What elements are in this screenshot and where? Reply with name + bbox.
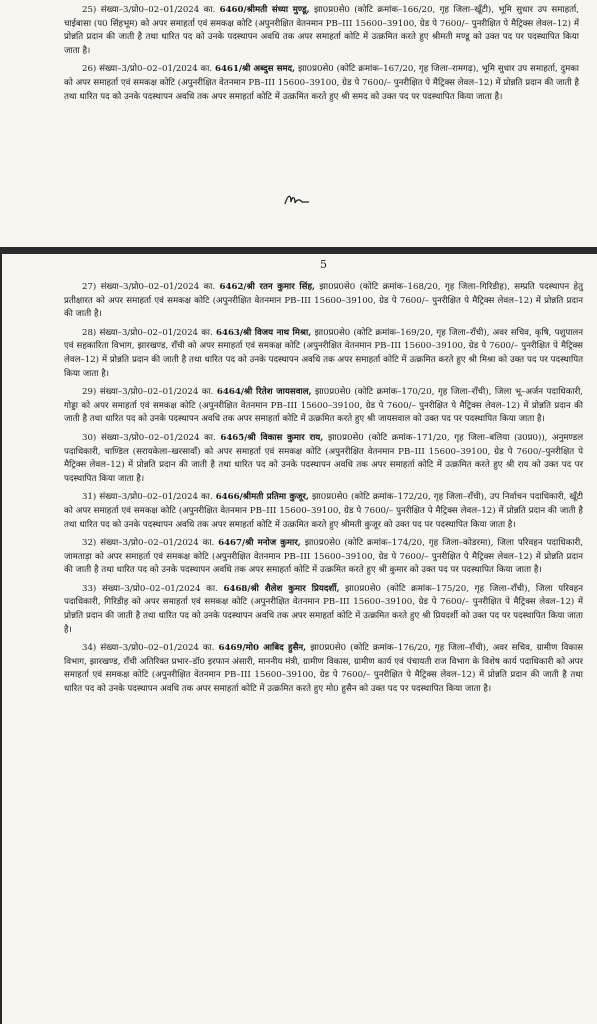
entry-reference: संख्या–3/प्रो0–02–01/2024 का. [99,387,214,398]
page-number: 5 [320,258,327,271]
entry-order-name: 6464/श्री रितेश जायसवाल, [216,387,312,398]
entry-body: झा0प्र0से0 (कोटि क्रमांक–174/20, गृह जिला–कोडरमा), जिला परिवहन पदाधिकारी, जामताड़ा को अपर समाहर्ता एवं समकक्ष कोटि (अपुनरीक्षित वेतनमान PB–III 15600–39100, ग्रेड पे 7600/– पुनरीक्षित पे मैट्रिक्स लेवल–12) में प्रोन्नति प्रदान की जाती है तथा धारित पद को उनके पदस्थापन अवधि तक अपर समाहर्ता कोटि में उत्क्रमित करते हुए श्री कुमार को उक्त पद पर पदस्थापित किया जाता है। [64,538,583,576]
entry-body: झा0प्र0से0 (कोटि क्रमांक–171/20, गृह जिला–बलिया (उ0प्र0)), अनुमण्डल पदाधिकारी, चाण्डिल (सरायकेला–खरसावाँ) को अपर समाहर्ता एवं समकक्ष कोटि (अपुनरीक्षित वेतनमान PB–III 15600–39100, ग्रेड पे 7600/–पुनरीक्षित पे मैट्रिक्स लेवल–12) में प्रोन्नति प्रदान की जाती है तथा धारित पद को उनके पदस्थापन अवधि तक अपर समाहर्ता कोटि में उत्क्रमित करते हुए श्री राय को उक्त पद पर पदस्थापित किया जाता है। [64,432,584,484]
order-entry [64,386,583,427]
document-page-bottom [2,254,597,1024]
entry-order-name: 6462/श्री रतन कुमार सिंह, [219,282,316,292]
entry-number: 34) [82,643,97,654]
order-entry [64,432,583,486]
entry-order-name: 6469/मो0 आबिद हुसैन, [218,643,307,654]
entry-body: झा0प्र0से0 (कोटि क्रमांक–167/20, गृह जिला–रामगढ़), भूमि सुधार उप समाहर्ता, दुमका को अपर समाहर्ता एवं समकक्ष कोटि (अपुनरीक्षित वेतनमान PB–III 15600–39100, ग्रेड पे 7600/– पुनरीक्षित पे मैट्रिक्स लेवल–12) में प्रोन्नति प्रदान की जाती है तथा धारित पद को उनके पदस्थापन अवधि तक अपर समाहर्ता कोटि में उत्क्रमित करते हुए श्री समद को उक्त पद पर पदस्थापित किया जाता है। [64,64,580,102]
entry-number: 25) [82,5,97,15]
signature-mark [282,190,312,210]
entry-order-name: 6461/श्री अब्दुस समद, [215,64,296,75]
entry-order-name: 6468/श्री शैलेश कुमार प्रियदर्शी, [223,583,340,594]
entry-number: 31) [82,492,97,503]
entry-list-top [64,4,579,104]
entry-number: 27) [82,282,97,292]
entry-body: झा0प्र0से0 (कोटि क्रमांक–168/20, गृह जिला–गिरिडीह), सम्प्रति पदस्थापन हेतु प्रतीक्षारत को अपर समाहर्ता एवं समकक्ष कोटि (अपुनरीक्षित वेतनमान PB–III 15600–39100, ग्रेड पे 7600/– पुनरीक्षित पे मैट्रिक्स लेवल–12) में प्रोन्नति प्रदान की जाती है। [64,282,584,320]
order-entry [64,63,579,104]
order-entry [64,642,583,696]
entry-number: 33) [82,583,97,594]
document-page-top [0,0,597,247]
entry-reference: संख्या–3/प्रो0–02–01/2024 का. [102,583,218,594]
entry-order-name: 6460/श्रीमती संध्या मुण्डू, [219,5,310,15]
order-entry [64,327,583,381]
entry-reference: संख्या–3/प्रो0–02–01/2024 का. [99,64,213,75]
entry-body: झा0प्र0से0 (कोटि क्रमांक–170/20, गृह जिला–राँची), जिला भू–अर्जन पदाधिकारी, गोड्डा को अपर समाहर्ता एवं समकक्ष कोटि (अपुनरीक्षित वेतनमान PB–III 15600–39100, ग्रेड पे 7600/– पुनरीक्षित पे मैट्रिक्स लेवल–12) में प्रोन्नति प्रदान की जाती है तथा धारित पद को उनके पदस्थापन अवधि तक अपर समाहर्ता कोटि में उत्क्रमित करते हुए श्री जायसवाल को उक्त पद पर पदस्थापित किया जाता है। [64,387,584,425]
order-entry [64,281,583,322]
entry-reference: संख्या–3/प्रो0–02–01/2024 का. [100,432,216,443]
entry-reference: संख्या–3/प्रो0–02–01/2024 का. [99,492,213,503]
entry-reference: संख्या–3/प्रो0–02–01/2024 का. [100,282,216,292]
entry-body: झा0प्र0से0 (कोटि क्रमांक–176/20, गृह जिला–राँची), अवर सचिव, ग्रामीण विकास विभाग, झारखण्ड, राँची अतिरिक्त प्रभार–डॉ0 इरफान अंसारी, माननीय मंत्री, ग्रामीण विकास, ग्रामीण कार्य एवं पंचायती राज विभाग के विशेष कार्य पदाधिकारी को अपर समाहर्ता एवं समकक्ष कोटि (अपुनरीक्षित वेतनमान PB–III 15600–39100, ग्रेड पे 7600/– पुनरीक्षित पे मैट्रिक्स लेवल–12) में प्रोन्नति प्रदान की जाती है तथा धारित पद को उनके पदस्थापन अवधि तक अपर समाहर्ता कोटि में उत्क्रमित करते हुए मो0 हुसैन को उक्त पद पर पदस्थापित किया जाता है। [64,643,584,695]
entry-number: 29) [82,387,97,398]
entry-order-name: 6463/श्री विजय नाथ मिश्रा, [215,327,312,338]
order-entry [64,491,583,532]
entry-body: झा0प्र0से0 (कोटि क्रमांक–169/20, गृह जिला–राँची), अवर सचिव, कृषि, पशुपालन एवं सहकारिता विभाग, झारखण्ड, राँची को अपर समाहर्ता एवं समकक्ष कोटि (अपुनरीक्षित वेतनमान PB–III 15600–39100, ग्रेड पे 7600/– पुनरीक्षित पे मैट्रिक्स लेवल–12) में प्रोन्नति प्रदान की जाती है तथा धारित पद को उनके पदस्थापन अवधि तक अपर समाहर्ता कोटि में उत्क्रमित करते हुए श्री मिश्रा को उक्त पद पर पदस्थापित किया जाता है। [64,327,584,379]
entry-body: झा0प्र0से0 (कोटि क्रमांक–166/20, गृह जिला–खूँटी), भूमि सुधार उप समाहर्ता, चाईबासा (प0 सिंहभूम) को अपर समाहर्ता एवं समकक्ष कोटि (अपुनरीक्षित वेतनमान PB–III 15600–39100, ग्रेड पे 7600/– पुनरीक्षित पे मैट्रिक्स लेवल–12) में प्रोन्नति प्रदान की जाती है तथा धारित पद को उनके पदस्थापन अवधि तक अपर समाहर्ता कोटि में उत्क्रमित करते हुए श्रीमती मण्डू को उक्त पद पर पदस्थापित किया जाता है। [64,5,580,56]
entry-reference: संख्या–3/प्रो0–02–01/2024 का. [99,327,213,338]
entry-reference: संख्या–3/प्रो0–02–01/2024 का. [100,538,215,549]
entry-number: 30) [82,432,97,443]
entry-reference: संख्या–3/प्रो0–02–01/2024 का. [100,5,216,15]
entry-body: झा0प्र0से0 (कोटि क्रमांक–172/20, गृह जिला–राँची), उप निर्वाचन पदाधिकारी, खूँटी को अपर समाहर्ता एवं समकक्ष कोटि (अपुनरीक्षित वेतनमान PB–III 15600–39100, ग्रेड पे 7600/– पुनरीक्षित पे मैट्रिक्स लेवल–12) में प्रोन्नति प्रदान की जाती है तथा धारित पद को उनके पदस्थापन अवधि तक अपर समाहर्ता कोटि में उत्क्रमित करते हुए श्रीमती कुजूर को उक्त पद पर पदस्थापित किया जाता है। [64,492,584,530]
entry-number: 32) [82,538,97,549]
entry-list-bottom [64,281,583,697]
entry-number: 28) [82,327,97,338]
order-entry [64,583,583,637]
entry-body: झा0प्र0से0 (कोटि क्रमांक–175/20, गृह जिला–राँची), जिला परिवहन पदाधिकारी, गिरिडीह को अपर समाहर्ता एवं समकक्ष कोटि (अपुनरीक्षित वेतनमान PB–III 15600–39100, ग्रेड पे 7600/– पुनरीक्षित पे मैट्रिक्स लेवल–12) में प्रोन्नति प्रदान की जाती है तथा धारित पद को उनके पदस्थापन अवधि तक अपर समाहर्ता कोटि में उत्क्रमित करते हुए श्री प्रियदर्शी को उक्त पद पर पदस्थापित किया जाता है। [64,583,583,635]
order-entry [64,4,579,58]
entry-order-name: 6465/श्री विकास कुमार राय, [220,432,324,443]
entry-order-name: 6466/श्रीमती प्रतिमा कुजूर, [215,492,309,503]
order-entry [64,537,583,578]
entry-reference: संख्या–3/प्रो0–02–01/2024 का. [100,643,215,654]
entry-number: 26) [82,64,97,75]
entry-order-name: 6467/श्री मनोज कुमार, [218,538,301,549]
